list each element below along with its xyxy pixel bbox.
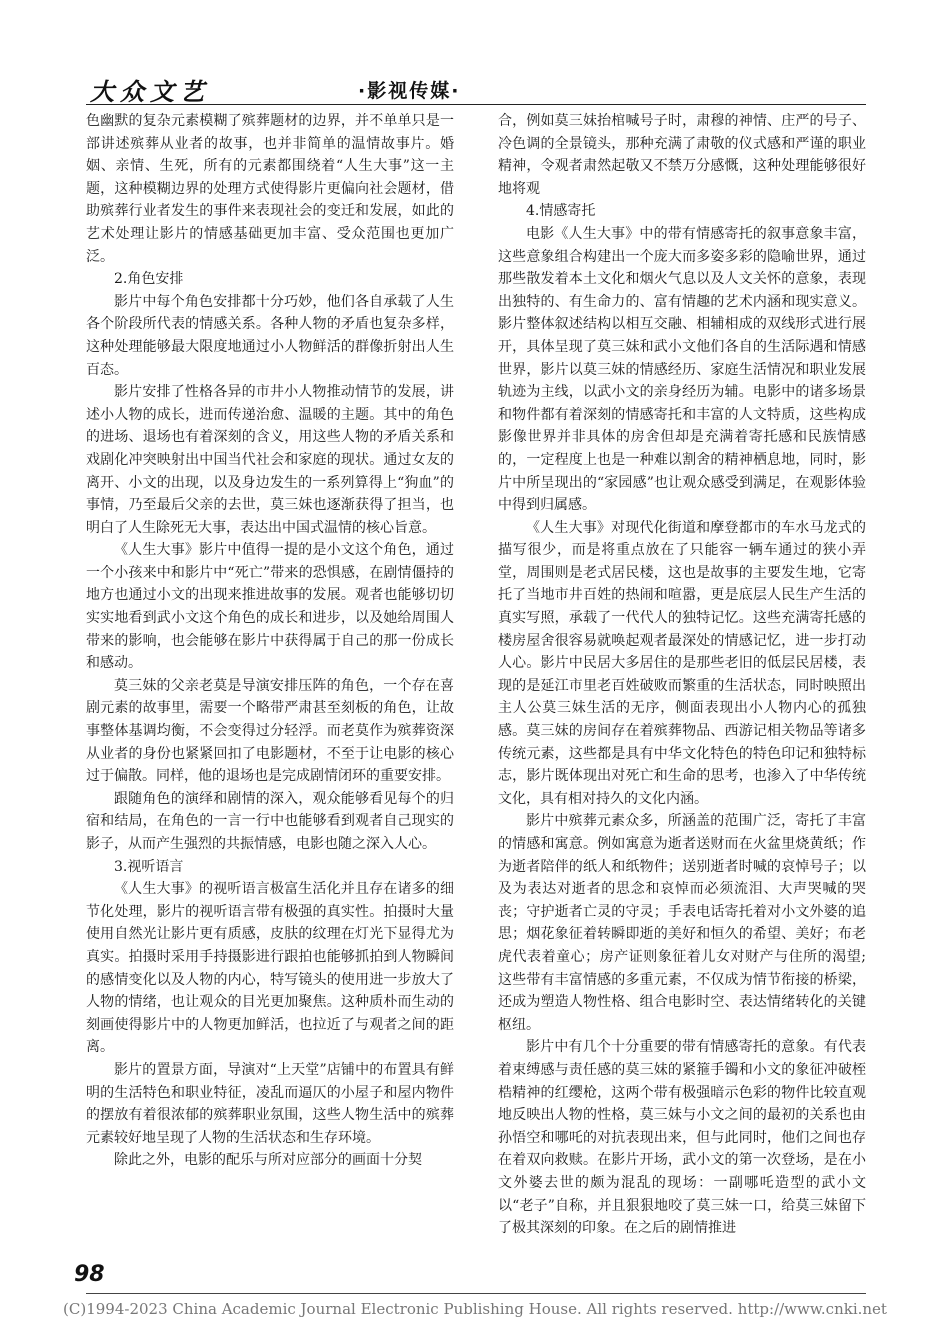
paragraph: 合，例如莫三妹抬棺喊号子时，肃穆的神情、庄严的号子、冷色调的全景镜头，那种充满了肃敬的仪式感和严谨的职业精神，令观者肃然起敬又不禁万分感慨，这种处理能够很好地将观: [498, 113, 866, 197]
section-heading: 3.视听语言: [114, 858, 184, 875]
paragraph: 《人生大事》的视听语言极富生活化并且存在诸多的细节化处理，影片的视听语言带有极强的真实性。拍摄时大量使用自然光让影片更有质感，皮肤的纹理在灯光下显得尤为真实。拍摄时采用手持摄影进行跟拍也能够抓拍到人物瞬间的感情变化以及人物的内心，特写镜头的使用进一步放大了人物的情绪，也让观众的目光更加聚焦。这种质朴而生动的刻画使得影片中的人物更加鲜活，也拉近了与观者之间的距离。: [86, 881, 454, 1056]
right-column: [498, 110, 866, 1240]
paragraph: 影片中殡葬元素众多，所涵盖的范围广泛，寄托了丰富的情感和寓意。例如寓意为逝者送财而在火盆里烧黄纸；作为逝者陪伴的纸人和纸物件；送别逝者时喊的哀悼号子；以及为表达对逝者的思念和哀悼而必须流泪、大声哭喊的哭丧；守护逝者亡灵的守灵；手表电话寄托着对小文外婆的追思；烟花象征着转瞬即逝的美好和恒久的希望、美好；布老虎代表着童心；房产证则象征着儿女对财产与住所的渴望;这些带有丰富情感的多重元素，不仅成为情节衔接的桥梁，还成为塑造人物性格、组合电影时空、表达情绪转化的关键枢纽。: [498, 813, 866, 1033]
paragraph: 影片安排了性格各异的市井小人物推动情节的发展，讲述小人物的成长，进而传递治愈、温暖的主题。其中的角色的进场、退场也有着深刻的含义，用这些人物的矛盾关系和戏剧化冲突映射出中国当代社会和家庭的现状。通过女友的离开、小文的出现，以及身边发生的一系列算得上“狗血”的事情，乃至最后父亲的去世，莫三妹也逐渐获得了担当，也明白了人生除死无大事，表达出中国式温情的核心旨意。: [86, 384, 454, 536]
paragraph: 《人生大事》对现代化街道和摩登都市的车水马龙式的描写很少，而是将重点放在了只能容一辆车通过的狭小弄堂，周围则是老式居民楼，这也是故事的主要发生地，它寄托了当地市井百姓的热闹和喧嚣，更是底层人民生产生活的真实写照，承载了一代代人的独特记忆。这些充满寄托感的楼房屋舍很容易就唤起观者最深处的情感记忆，进一步打动人心。影片中民居大多居住的是那些老旧的低层民居楼，表现的是延江市里老百姓破败而繁重的生活状态，同时映照出主人公莫三妹生活的无序，侧面表现出小人物内心的孤独感。莫三妹的房间存在着殡葬物品、西游记相关物品等诸多传统元素，这些都是具有中华文化特色的特色印记和独特标志，影片既体现出对死亡和生命的思考，也渗入了中华传统文化，具有相对持久的文化内涵。: [498, 519, 866, 807]
page-header: [86, 68, 866, 108]
journal-title: 大众文艺: [90, 78, 210, 106]
paragraph: 跟随角色的演绎和剧情的深入，观众能够看见每个的归宿和结局，在角色的一言一行中也能够看到观者自己现实的影子，从而产生强烈的共振情感，电影也随之深入人心。: [86, 790, 454, 852]
section-heading: 2.角色安排: [114, 271, 184, 288]
paragraph: 莫三妹的父亲老莫是导演安排压阵的角色，一个存在喜剧元素的故事里，需要一个略带严肃甚至刻板的角色，让故事整体基调均衡，不会变得过分轻浮。而老莫作为殡葬资深从业者的身份也紧紧回扣了电影题材，不至于让电影的核心过于偏散。同样，他的退场也是完成剧情闭环的重要安排。: [86, 677, 454, 785]
paragraph: 除此之外，电影的配乐与所对应部分的画面十分契: [114, 1152, 422, 1169]
paragraph: 电影《人生大事》中的带有情感寄托的叙事意象丰富，这些意象组合构建出一个庞大而多姿多彩的隐喻世界，通过那些散发着本土文化和烟火气息以及人文关怀的意象，表现出独特的、有生命力的、富有情趣的艺术内涵和现实意义。影片整体叙述结构以相互交融、相辅相成的双线形式进行展开，具体呈现了莫三妹和武小文他们各自的生活际遇和情感世界，影片以莫三妹的情感经历、家庭生活情况和职业发展轨迹为主线，以武小文的亲身经历为辅。电影中的诸多场景和物件都有着深刻的情感寄托和丰富的人文特质，这些构成影像世界并非具体的房舍但却是充满着寄托感和民族情感的，一定程度上也是一种难以割舍的精神栖息地，同时，影片中所呈现出的“家园感”也让观众感受到满足，在观影体验中得到归属感。: [498, 225, 866, 514]
header-divider: [86, 104, 866, 105]
paragraph: 影片的置景方面，导演对“上天堂”店铺中的布置具有鲜明的生活特色和职业特征，凌乱而逼仄的小屋子和屋内物件的摆放有着很浓郁的殡葬职业氛围，这些人物生活中的殡葬元素较好地呈现了人物的生活状态和生存环境。: [86, 1061, 454, 1146]
paragraph: 色幽默的复杂元素模糊了殡葬题材的边界，并不单单只是一部讲述殡葬从业者的故事，也并非简单的温情故事片。婚姻、亲情、生死，所有的元素都围绕着“人生大事”这一主题，这种模糊边界的处理方式使得影片更偏向社会题材，借助殡葬行业者发生的事件来表现社会的变迁和发展，如此的艺术处理让影片的情感基础更加丰富、受众范围也更加广泛。: [86, 113, 454, 265]
paragraph: 影片中有几个十分重要的带有情感寄托的意象。有代表着束缚感与责任感的莫三妹的紧箍手镯和小文的象征冲破桎梏精神的红缨枪，这两个带有极强暗示色彩的物件比较直观地反映出人物的性格，莫三妹与小文之间的最初的关系也由孙悟空和哪吒的对抗表现出来，但与此同时，他们之间也存在着双向救赎。在影片开场，武小文的第一次登场，是在小文外婆去世的颇为混乱的现场：一副哪吒造型的武小文以“老子”自称，并且狠狠地咬了莫三妹一口，给莫三妹留下了极其深刻的印象。在之后的剧情推进: [498, 1039, 866, 1237]
left-column: [86, 110, 454, 1172]
footer-divider: [86, 1293, 866, 1294]
paragraph: 影片中每个角色安排都十分巧妙，他们各自承载了人生各个阶段所代表的情感关系。各种人物的矛盾也复杂多样，这种处理能够最大限度地通过小人物鲜活的群像折射出人生百态。: [86, 293, 454, 378]
section-heading: 4.情感寄托: [526, 203, 596, 220]
section-title: ·影视传媒·: [358, 80, 461, 102]
page-number: 98: [74, 1262, 105, 1287]
copyright-notice: (C)1994-2023 China Academic Journal Electronic Publishing House. All rights reserved. http://www.cnki.net: [63, 1300, 887, 1318]
paragraph: 《人生大事》影片中值得一提的是小文这个角色，通过一个小孩来中和影片中“死亡”带来的恐惧感，在剧情僵持的地方也通过小文的出现来推进故事的发展。观者也能够切切实实地看到武小文这个角色的成长和进步，以及她给周围人带来的影响，也会能够在影片中获得属于自己的那一份成长和感动。: [86, 542, 454, 672]
